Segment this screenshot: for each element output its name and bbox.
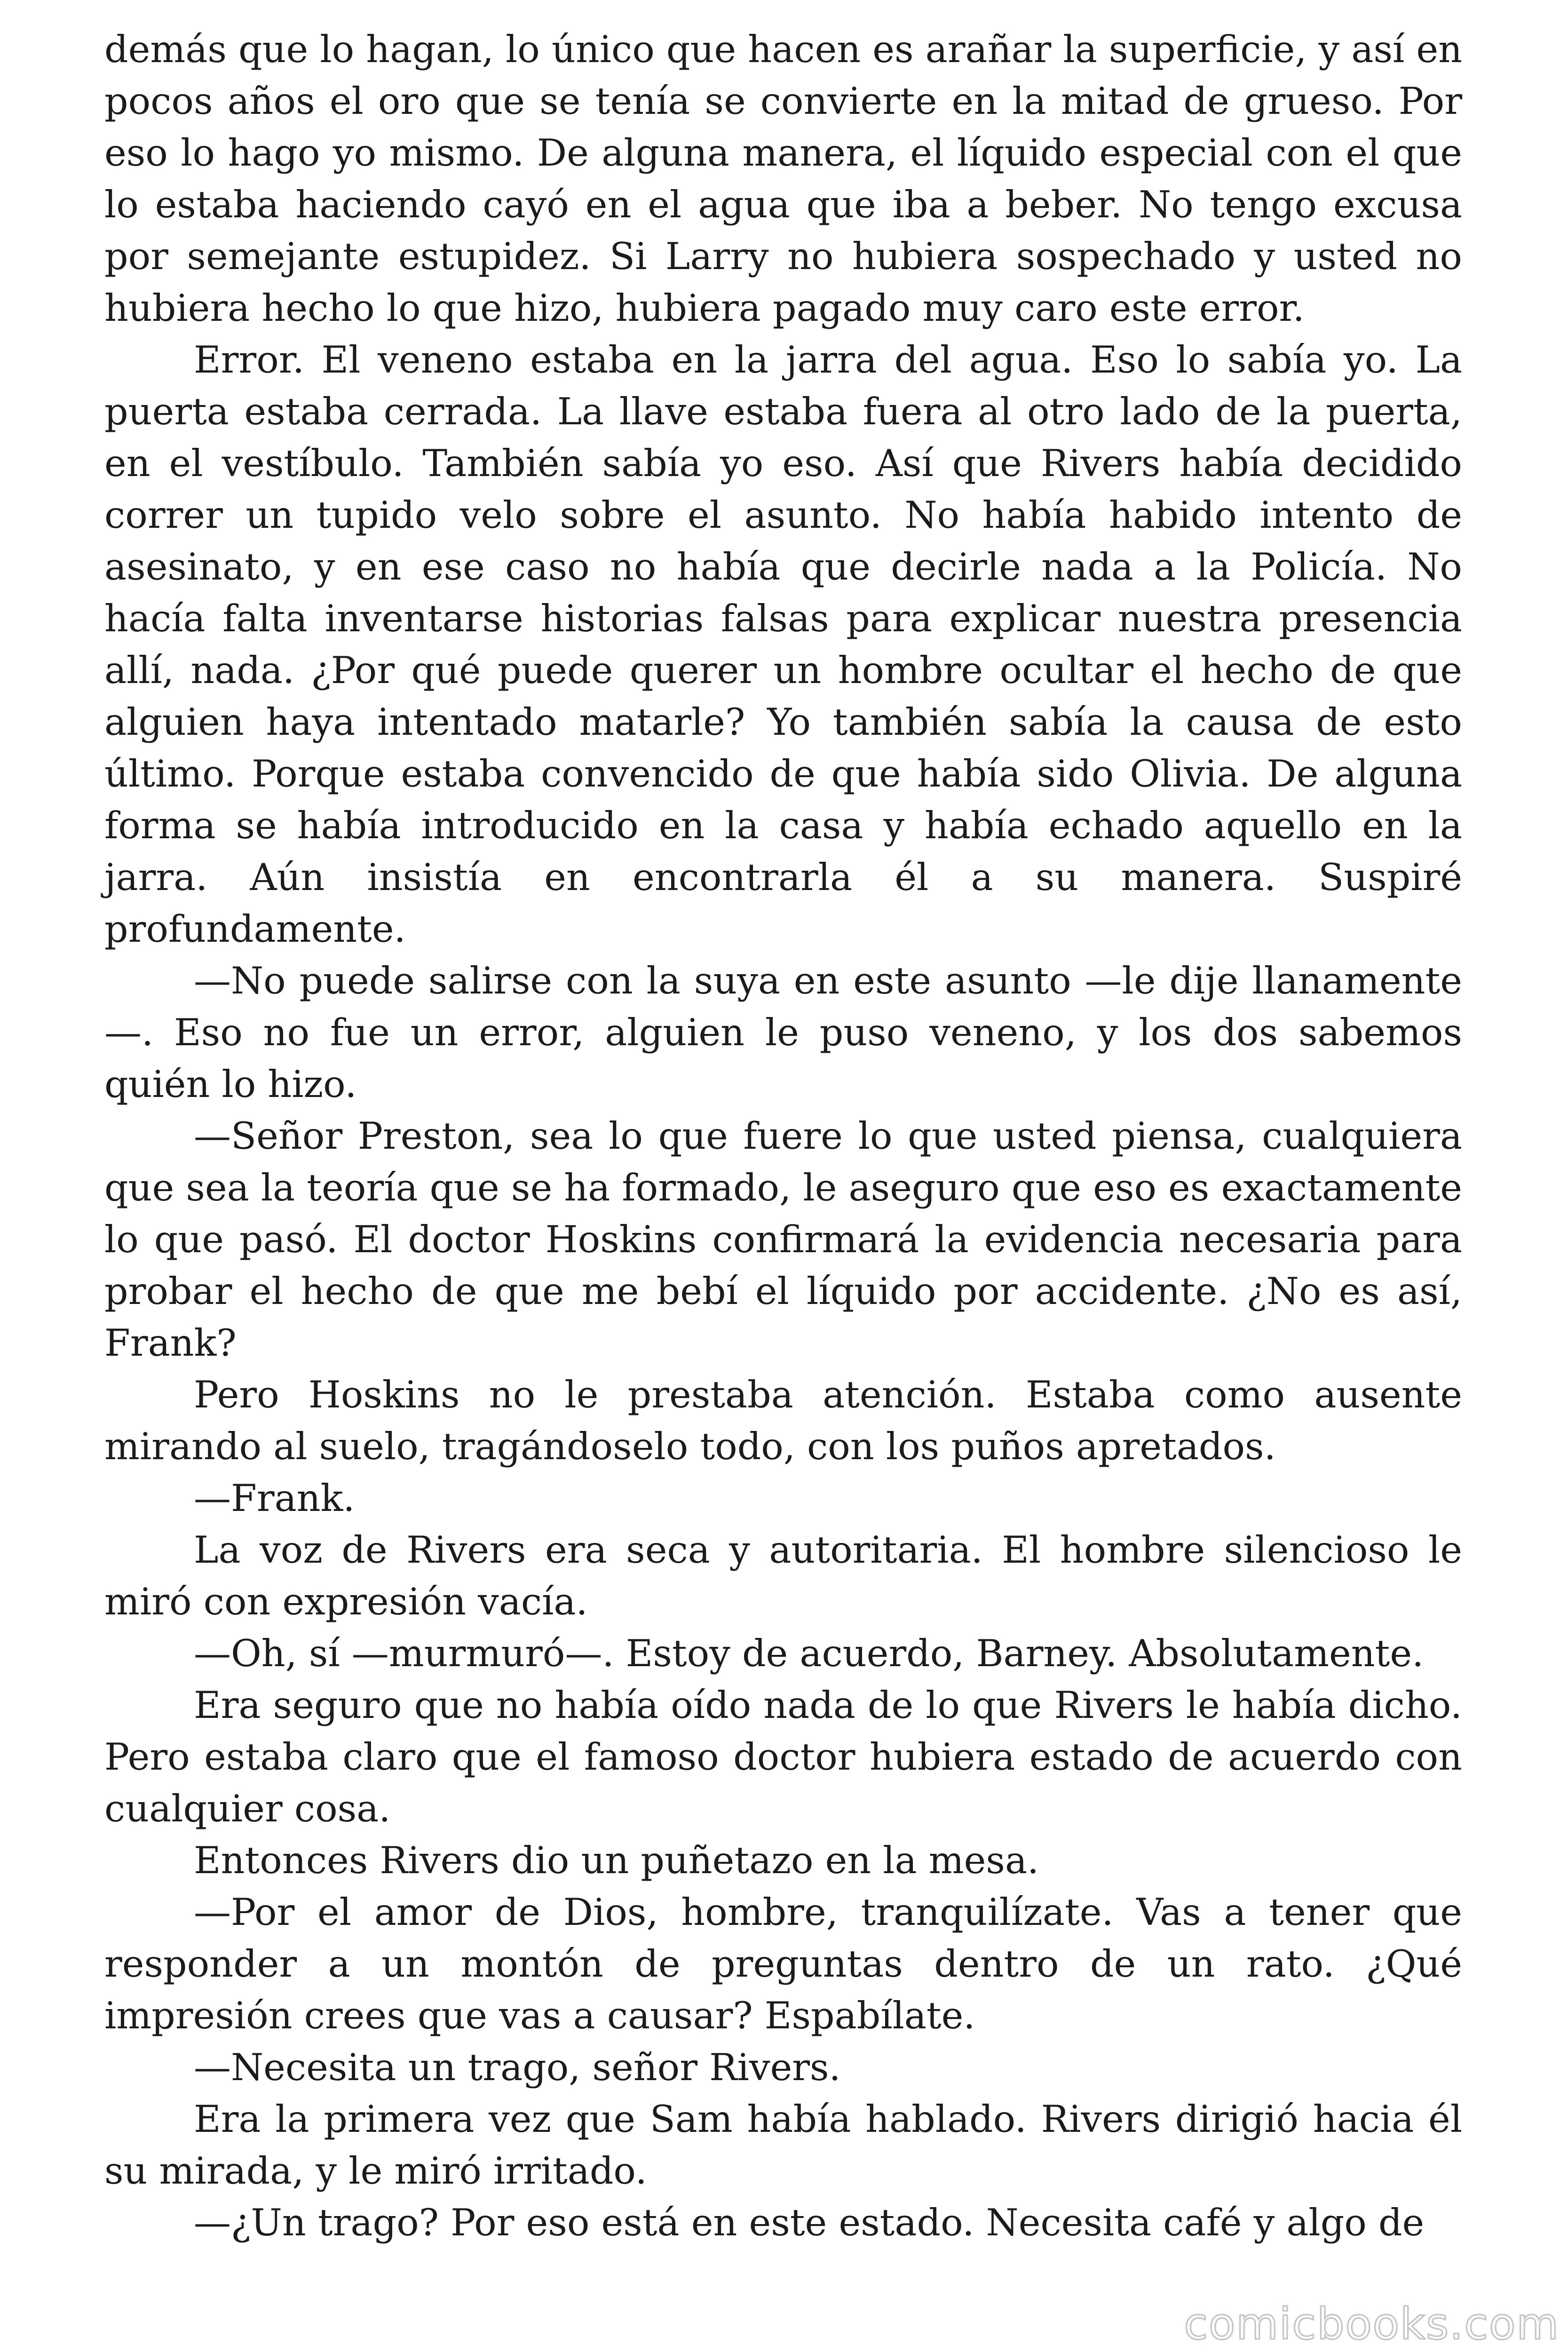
paragraph-6: —Frank. — [194, 1477, 355, 1520]
paragraph-10: Entonces Rivers dio un puñetazo en la mesa. — [194, 1839, 1039, 1882]
paragraph-5: Pero Hoskins no le prestaba atención. Estaba como ausente mirando al suelo, tragándoselo todo, con los puños apretados. — [104, 1373, 1462, 1468]
paragraph-2: Error. El veneno estaba en la jarra del agua. Eso lo sabía yo. La puerta estaba cerrada. La llave estaba fuera al otro lado de la puerta, en el vestíbulo. También sabía yo eso. Así que Rivers había decidido correr un tupido velo sobre el asunto. No había habido intento de asesinato, y en ese caso no había que decirle nada a la Policía. No hacía falta inventarse historias falsas para explicar nuestra presencia allí, nada. ¿Por qué puede querer un hombre ocultar el hecho de que alguien haya intentado matarle? Yo también sabía la causa de esto último. Porque estaba convencido de que había sido Olivia. De alguna forma se había introducido en la casa y había echado aquello en la jarra. Aún insistía en encontrarla él a su manera. Suspiré profundamente. — [104, 338, 1462, 951]
paragraph-13: Era la primera vez que Sam había hablado. Rivers dirigió hacia él su mirada, y le miró irritado. — [104, 2098, 1462, 2193]
paragraph-1: demás que lo hagan, lo único que hacen es arañar la superficie, y así en pocos años el oro que se tenía se convierte en la mitad de grueso. Por eso lo hago yo mismo. De alguna manera, el líquido especial con el que lo estaba haciendo cayó en el agua que iba a beber. No tengo excusa por semejante estupidez. Si Larry no hubiera sospechado y usted no hubiera hecho lo que hizo, hubiera pagado muy caro este error. — [104, 28, 1462, 330]
paragraph-12: —Necesita un trago, señor Rivers. — [194, 2046, 841, 2089]
paragraph-8: —Oh, sí —murmuró—. Estoy de acuerdo, Barney. Absolutamente. — [194, 1632, 1424, 1675]
site-watermark: comicbooks.com — [1184, 2299, 1560, 2349]
paragraph-11: —Por el amor de Dios, hombre, tranquilízate. Vas a tener que responder a un montón de preguntas dentro de un rato. ¿Qué impresión crees que vas a causar? Espabílate. — [104, 1891, 1462, 2037]
paragraph-7: La voz de Rivers era seca y autoritaria. El hombre silencioso le miró con expresión vacía. — [104, 1528, 1462, 1623]
paragraph-3: —No puede salirse con la suya en este asunto —le dije llanamente —. Eso no fue un error, alguien le puso veneno, y los dos sabemos quién lo hizo. — [104, 959, 1462, 1106]
paragraph-14: —¿Un trago? Por eso está en este estado. Necesita café y algo de — [194, 2201, 1425, 2244]
paragraph-4: —Señor Preston, sea lo que fuere lo que usted piensa, cualquiera que sea la teoría que se ha formado, le aseguro que eso es exactamente lo que pasó. El doctor Hoskins confirmará la evidencia necesaria para probar el hecho de que me bebí el líquido por accidente. ¿No es así, Frank? — [104, 1114, 1462, 1365]
paragraph-9: Era seguro que no había oído nada de lo que Rivers le había dicho. Pero estaba claro que el famoso doctor hubiera estado de acuerdo con cualquier cosa. — [104, 1684, 1462, 1830]
page-body — [104, 24, 1462, 2249]
